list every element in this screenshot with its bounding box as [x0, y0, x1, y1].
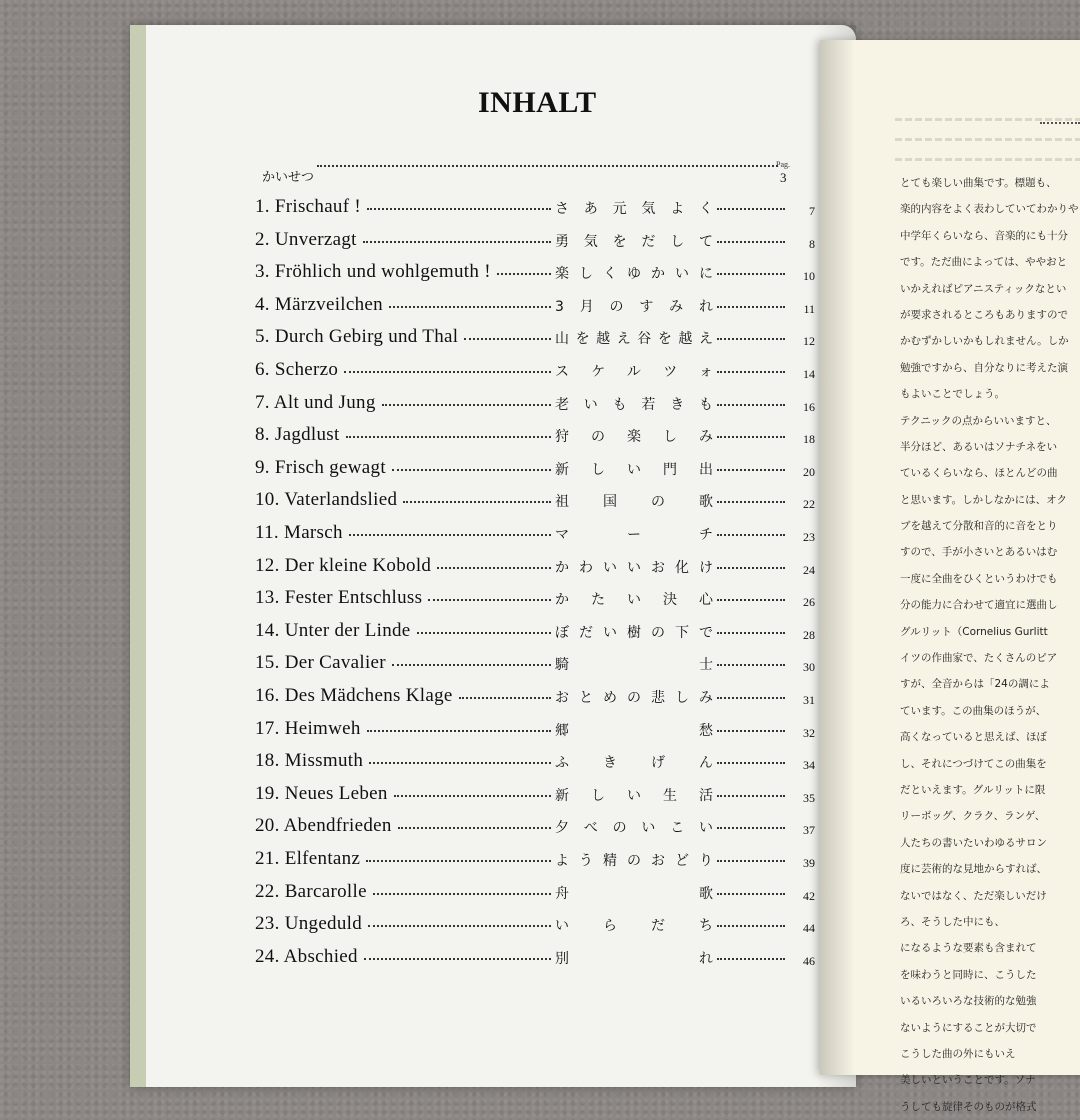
leader-dots: [717, 756, 785, 764]
leader-dots: [717, 854, 785, 862]
toc-entry: [255, 259, 815, 289]
toc-entry-title: 20. Abendfrieden: [255, 815, 392, 837]
intro-title: かいせつ: [262, 170, 315, 185]
toc-entry-japanese-title: 勇気をだして: [555, 233, 715, 250]
toc-entry: [255, 944, 815, 974]
leader-dots: [717, 561, 785, 569]
leader-dots: [363, 235, 551, 243]
leader-dots: [344, 365, 551, 373]
toc-entry: [255, 487, 815, 517]
leader-dots: [367, 724, 551, 732]
toc-entry-title: 11. Marsch: [255, 522, 343, 543]
toc-entry-japanese-title: いらだち: [555, 918, 715, 935]
toc-entry: [255, 911, 815, 941]
leader-dots: [717, 887, 785, 895]
toc-entry-page-number: 18: [803, 432, 815, 447]
leader-dots: [717, 593, 785, 601]
toc-entry-title: 9. Frisch gewagt: [255, 456, 386, 478]
leader-dots: [392, 463, 551, 471]
commentary-line: 高くなっていると思えば、ほぼ: [900, 731, 1047, 744]
commentary-line: リーボッグ、クラク、ランゲ、: [900, 810, 1046, 823]
leader-dots: [464, 332, 551, 340]
toc-entry-page-number: 34: [803, 758, 815, 773]
toc-entry: [255, 553, 815, 583]
leader-dots: [367, 202, 551, 210]
toc-entry-page-number: 12: [803, 334, 815, 349]
leader-dots: [717, 235, 785, 243]
commentary-line: です。ただ曲によっては、ややおと: [900, 256, 1068, 269]
leader-dots: [717, 365, 785, 373]
leader-dots: [437, 561, 551, 569]
commentary-line: 中学年くらいなら、音楽的にも十分: [900, 229, 1068, 242]
toc-entry-page-number: 44: [803, 921, 815, 936]
commentary-line: イツの作曲家で、たくさんのピア: [900, 652, 1058, 665]
toc-entry-title: 15. Der Cavalier: [255, 652, 386, 674]
toc-entry-page-number: 23: [803, 530, 815, 544]
leader-dots: [366, 854, 551, 862]
toc-entry-japanese-title: 新しい生活: [555, 787, 715, 804]
toc-entry-title: 24. Abschied: [255, 945, 358, 967]
toc-entry-page-number: 28: [803, 627, 815, 642]
toc-entry: [255, 324, 815, 354]
toc-entry-title: 10. Vaterlandslied: [255, 489, 398, 511]
toc-entry-title: 8. Jagdlust: [255, 424, 340, 446]
toc-entry-title: 7. Alt und Jung: [255, 391, 376, 413]
commentary-line: ないようにすることが大切で: [900, 1021, 1037, 1034]
toc-entry-title: 5. Durch Gebirg und Thal: [255, 326, 459, 348]
toc-entry-japanese-title: よう精のおどり: [555, 853, 715, 869]
leader-dots: [346, 430, 551, 438]
toc-entry-title: 13. Fester Entschluss: [255, 587, 423, 609]
commentary-line: 美しいということです。ソナ: [900, 1074, 1036, 1087]
leader-dots: [417, 626, 551, 634]
commentary-line: いるいろいろな技術的な勉強: [900, 995, 1037, 1008]
leader-dots: [364, 952, 551, 960]
commentary-line: かむずかしいかもしれません。しか: [900, 335, 1069, 348]
toc-entry: [255, 194, 815, 224]
toc-entry-page-number: 26: [803, 595, 815, 610]
toc-entry: [255, 813, 815, 843]
leader-dots: [403, 495, 551, 503]
commentary-line: ろ、そうした中にも、: [900, 915, 1005, 928]
leader-dots: [369, 756, 551, 764]
toc-entry: [255, 520, 815, 550]
toc-entry-page-number: 42: [803, 888, 815, 903]
leader-dots: [398, 821, 551, 829]
commentary-line: 半分ほど、あるいはソナチネをい: [900, 440, 1058, 453]
leader-dots: [717, 398, 785, 406]
leader-dots: [373, 887, 551, 895]
commentary-line: いかえればピアニスティックなとい: [900, 282, 1067, 295]
commentary-line: ているくらいなら、ほとんどの曲: [900, 467, 1058, 480]
toc-entry-page-number: 37: [803, 823, 815, 838]
toc-entry-page-number: 8: [809, 236, 815, 251]
toc-entry-title: 23. Ungeduld: [255, 913, 363, 935]
commentary-line: になるような要素も含まれて: [900, 942, 1037, 955]
intro-page-number: 3: [780, 170, 787, 185]
toc-entry-japanese-title: 騎士: [555, 657, 715, 674]
toc-entry-page-number: 22: [803, 497, 815, 512]
commentary-line: ています。この曲集のほうが、: [900, 704, 1047, 717]
toc-entry: [255, 455, 815, 485]
leader-dots: [717, 691, 785, 699]
commentary-line: もよいことでしょう。: [900, 388, 1005, 401]
leader-dots: [717, 952, 785, 960]
commentary-line: テクニックの点からいいますと、: [900, 414, 1057, 427]
commentary-text: [900, 170, 1080, 1120]
toc-entry-title: 6. Scherzo: [255, 359, 339, 380]
toc-entry: [255, 618, 815, 648]
toc-entry-page-number: 11: [803, 301, 815, 316]
commentary-line: ないではなく、ただ楽しいだけ: [900, 889, 1047, 902]
toc-entry-page-number: 31: [803, 693, 815, 707]
toc-entry-page-number: 30: [803, 660, 815, 675]
leader-dots: [459, 691, 551, 699]
leader-dots: [717, 267, 785, 275]
toc-entry-title: 21. Elfentanz: [255, 848, 361, 869]
toc-entry: [255, 683, 815, 713]
toc-entry-page-number: 10: [803, 269, 815, 284]
toc-entry-japanese-title: 楽しくゆかいに: [555, 266, 715, 283]
leader-dots: [717, 300, 785, 308]
toc-entry-page-number: 32: [803, 725, 815, 740]
page-column-label: Pag.: [776, 160, 790, 169]
toc-entry-japanese-title: ふきげん: [555, 755, 715, 772]
commentary-line: うしても旋律そのものが格式: [900, 1100, 1037, 1113]
toc-entry-title: 1. Frischauf !: [255, 196, 362, 217]
commentary-line: 人たちの書いたいわゆるサロン: [900, 836, 1047, 849]
toc-entry-japanese-title: 狩の楽しみ: [555, 429, 715, 446]
toc-entry-page-number: 24: [803, 562, 815, 577]
toc-entry-japanese-title: かわいいお化け: [555, 559, 715, 576]
commentary-line: ブを越えて分散和音的に音をとり: [900, 520, 1058, 533]
leader-dots: [717, 724, 785, 732]
commentary-line: グルリット（Cornelius Gurlitt: [900, 625, 1048, 638]
toc-entry-japanese-title: 3月のすみれ: [555, 298, 715, 315]
commentary-line: 勉強ですから、自分なりに考えた演: [900, 361, 1068, 374]
leader-dots: [717, 528, 785, 536]
commentary-line: 一度に全曲をひくというわけでも: [900, 572, 1058, 585]
leader-dots: [717, 495, 785, 503]
toc-entry: [255, 422, 815, 452]
toc-entry-japanese-title: 山を越え谷を越え: [555, 331, 715, 348]
toc-entry-japanese-title: ぼだい樹の下で: [555, 624, 715, 641]
toc-entry: [255, 846, 815, 876]
toc-entry-title: 3. Fröhlich und wohlgemuth !: [255, 261, 491, 283]
toc-entry-title: 16. Des Mädchens Klage: [255, 685, 453, 706]
leader-dots: [717, 202, 785, 210]
toc-entry-japanese-title: さあ元気よく: [555, 201, 715, 217]
toc-entry-page-number: 20: [803, 464, 815, 479]
leader-dots: [368, 919, 551, 927]
toc-entry-title: 19. Neues Leben: [255, 782, 388, 804]
toc-entry-japanese-title: おとめの悲しみ: [555, 690, 715, 706]
toc-entry-page-number: 39: [803, 856, 815, 870]
toc-entry: [255, 292, 815, 322]
toc-entry-japanese-title: 老いも若きも: [555, 396, 715, 413]
commentary-line: とても楽しい曲集です。標題も、: [900, 177, 1057, 189]
commentary-line: を味わうと同時に、こうした: [900, 968, 1037, 981]
toc-entry-title: 14. Unter der Linde: [255, 619, 411, 641]
commentary-line: と思います。しかしなかには、オク: [900, 493, 1067, 506]
toc-entry-japanese-title: スケルツォ: [555, 364, 715, 380]
toc-entry-title: 18. Missmuth: [255, 750, 364, 772]
leader-dots: [717, 430, 785, 438]
toc-entry: [255, 650, 815, 680]
toc-entry-japanese-title: 祖国の歌: [555, 494, 715, 511]
commentary-line: が要求されるところもありますので: [900, 308, 1068, 321]
toc-entry-japanese-title: 郷愁: [555, 722, 715, 739]
commentary-line: 分の能力に合わせて適宜に選曲し: [900, 599, 1058, 612]
leader-dots: [717, 821, 785, 829]
toc-entry: [255, 390, 815, 420]
toc-entry: [255, 357, 815, 387]
toc-entry-title: 4. Märzveilchen: [255, 293, 383, 315]
leader-dots: [428, 593, 551, 601]
toc-entry: [255, 716, 815, 746]
toc-entry-page-number: 14: [803, 367, 815, 381]
leader-dots: [392, 658, 551, 666]
leader-dots: [349, 528, 551, 536]
toc-entry: [255, 748, 815, 778]
commentary-line: こうした曲の外にもいえ: [900, 1047, 1016, 1060]
leader-dots: [717, 919, 785, 927]
leader-dots: [717, 463, 785, 471]
leader-dots: [382, 398, 551, 406]
commentary-line: だといえます。グルリットに限: [900, 783, 1046, 796]
leader-dots: [717, 789, 785, 797]
toc-entry-page-number: 35: [803, 790, 815, 805]
leader-dots: [717, 658, 785, 666]
leader-dots: [497, 267, 551, 275]
leader-dots: [717, 332, 785, 340]
toc-entry-japanese-title: 舟歌: [555, 885, 715, 902]
toc-entry-page-number: 16: [803, 399, 815, 414]
commentary-line: 度に芸術的な見地からすれば、: [900, 863, 1047, 876]
toc-entry-title: 17. Heimweh: [255, 717, 361, 739]
commentary-line: すので、手が小さいとあるいはむ: [900, 546, 1058, 559]
toc-entry-title: 12. Der kleine Kobold: [255, 554, 432, 576]
toc-entry: [255, 585, 815, 615]
page-title: INHALT: [478, 86, 597, 119]
commentary-line: し、それにつづけてこの曲集を: [900, 757, 1047, 770]
leader-dots: [389, 300, 551, 308]
faded-bleedthrough-text: [895, 112, 1080, 175]
toc-entry-japanese-title: かたい決心: [555, 592, 715, 609]
toc-entry-title: 2. Unverzagt: [255, 228, 357, 250]
toc-entry-japanese-title: 夕べのいこい: [555, 820, 715, 837]
toc-entry: [255, 879, 815, 909]
toc-entry-page-number: 46: [803, 953, 815, 968]
toc-entry-page-number: 7: [809, 204, 815, 218]
leader-dots: [394, 789, 551, 797]
commentary-line: 楽的内容をよく表わしていてわかりや: [900, 203, 1079, 216]
toc-entry: [255, 227, 815, 257]
toc-entry-title: 22. Barcarolle: [255, 880, 367, 902]
toc-entry-japanese-title: 別れ: [555, 950, 715, 967]
leader-dots: [717, 626, 785, 634]
toc-entry-japanese-title: 新しい門出: [555, 461, 715, 478]
toc-entry: [255, 781, 815, 811]
commentary-line: すが、全音からは「24の調によ: [900, 678, 1050, 691]
toc-entry-japanese-title: マーチ: [555, 527, 715, 543]
